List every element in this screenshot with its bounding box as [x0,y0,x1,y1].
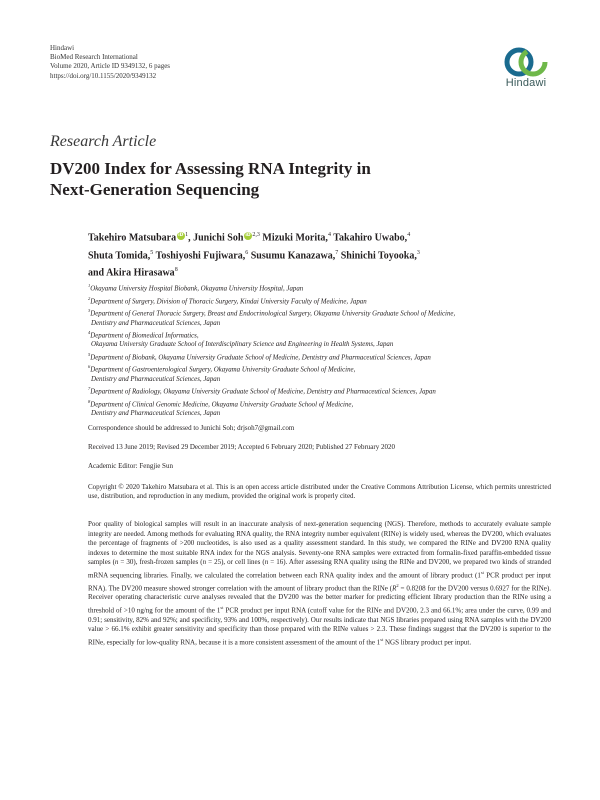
author-name: Shinichi Toyooka, [340,250,417,262]
publication-dates: Received 13 June 2019; Revised 29 December 2019; Accepted 6 February 2020; Published 27 February 2020 [88,443,395,451]
journal-info [50,44,170,81]
correspondence: Correspondence should be addressed to Junichi Soh; drjsoh7@gmail.com [88,424,295,432]
orcid-icon[interactable] [177,232,185,240]
author-affiliation-number: 7 [335,249,339,256]
affiliation-line: $^4$Department of Biomedical Informatics, [88,329,199,340]
author-affiliation-number: 4 [407,232,411,238]
author-name: Mizuki Morita, [262,232,328,244]
orcid-icon[interactable] [244,232,252,240]
author-affiliation-number: 6 [245,249,249,256]
title-line-1: DV200 Index for Assessing RNA Integrity in [50,159,371,178]
author-name: and Akira Hirasawa [88,267,175,279]
affiliation-line: Dentistry and Pharmaceutical Sciences, Japan [91,375,221,383]
author-affiliation-number: 4 [327,232,331,238]
paper-title [50,158,530,200]
copyright-notice: Copyright © 2020 Takehiro Matsubara et al. This is an open access article distributed under the Creative Commons Attribution License, which permits unrestricted use, distribution, and reproduction in any medium, provided the original work is properly cited. [88,483,551,501]
journal-name: BioMed Research International [50,53,138,62]
affiliation-line: $^2$Department of Surgery, Division of Thoracic Surgery, Kindai University Faculty of Medicine, Japan [88,295,367,305]
affiliation-line: $^3$Department of General Thoracic Surgery, Breast and Endocrinological Surgery, Okayama University Graduate School of Medicine, [88,308,456,318]
affiliation-list [88,281,558,418]
affiliation-line: Dentistry and Pharmaceutical Sciences, Japan [91,410,221,418]
academic-editor: Academic Editor: Fengjie Sun [88,462,173,470]
affiliation-line: $^7$Department of Radiology, Okayama University Graduate School of Medicine, Dentistry and Pharmaceutical Sciences, Japan [88,386,436,396]
affiliation-line: Dentistry and Pharmaceutical Sciences, Japan [91,319,221,327]
author-name: Takahiro Uwabo, [333,232,408,244]
affiliation-line: $^1$Okayama University Hospital Biobank, Okayama University Hospital, Japan [88,283,304,293]
publisher-name: Hindawi [50,44,75,52]
author-name: Susumu Kanazawa, [250,250,336,262]
author-affiliation-number: 1 [185,232,189,238]
title-line-2: Next-Generation Sequencing [50,180,260,199]
author-list: Takehiro MatsubaraiD $^1$, Junichi SohiD $^{2,3}$ Mizuki Morita,$^4$ Takahiro Uwabo,$^4$ Shuta Tomida,$^5$ Toshiyoshi Fujiwara,$^6$ Susumu Kanazawa,$^7$ Shinichi Toyooka,$^3$ and Akira Hirasawa$^8$ [88,228,558,281]
hindawi-rings-icon [502,46,550,78]
author-affiliation-number: 8 [174,267,178,274]
affiliation-line: $^8$Department of Clinical Genomic Medicine, Okayama University Graduate School of Medicine, [88,398,354,408]
doi-link[interactable]: https://doi.org/10.1155/2020/9349132 [50,71,157,80]
author-affiliation-number: 2,3 [252,232,260,238]
affiliation-line: $^5$Department of Biobank, Okayama University Graduate School of Medicine, Dentistry and Pharmaceutical Sciences, Japan [88,351,431,361]
author-affiliation-number: 3 [416,249,420,256]
affiliation-line: Okayama University Graduate School of Interdisciplinary Science and Engineering in Health Systems, Japan [91,341,394,349]
abstract: Poor quality of biological samples will result in an inaccurate analysis of next-generation sequencing (NGS). Therefore, methods to accurately evaluate sample integrity are needed. Among methods for evaluating RNA quality, the RNA integrity number equivalent (RINe) is widely used, whereas the DV200, which evaluates the percentage of fragments of >200 nucleotides, is also used as a quality assessment standard. In this study, we compared the RINe and DV200 RNA quality indexes to determine the most suitable RNA index for the NGS analysis. Seventy-one RNA samples were extracted from formalin-fixed paraffin-embedded tissue samples (n = 30), fresh-frozen samples (n = 25), or cell lines (n = 16). After assessing RNA quality using the RINe and DV200, we prepared two kinds of stranded mRNA sequencing libraries. Finally, we calculated the correlation between each RNA quality index and the amount of library product (1st PCR product per input RNA). The DV200 measure showed stronger correlation with the amount of library product than the RINe ($R^2 = 0.8208$ for the DV200 versus 0.6927 for the RINe). Receiver operating characteristic curve analyses revealed that the DV200 was the better marker for predicting efficient library production than the RINe using a threshold of >10 ng/ng for the amount of the 1st PCR product per input RNA (cutoff value for the RINe and DV200, 2.3 and 66.1%; area under the curve, 0.99 and 0.91; sensitivity, 82% and 92%; and specificity, 93% and 100%, respectively). Our results indicate that NGS libraries prepared using RNA samples with the DV200 value > 66.1% exhibit greater sensitivity and specificity than those prepared with the RINe values > 2.3. These findings suggest that the DV200 is superior to the RINe, especially for low-quality RNA, because it is a more consistent assessment of the amount of the 1st NGS library product per input. [88,520,551,647]
author-name: Toshiyoshi Fujiwara, [155,250,246,262]
volume-line: Volume 2020, Article ID 9349132, 6 pages [50,62,171,71]
logo-text: Hindawi [505,77,547,89]
author-name: Junichi Soh [193,232,244,244]
author-name: Takehiro Matsubara [88,232,177,244]
author-affiliation-number: 5 [150,249,154,256]
hindawi-logo [496,46,556,89]
affiliation-line: $^6$Department of Gastroenterological Surgery, Okayama University Graduate School of Medicine, [88,364,356,374]
author-name: Shuta Tomida, [88,250,151,262]
article-type: Research Article [50,133,157,150]
